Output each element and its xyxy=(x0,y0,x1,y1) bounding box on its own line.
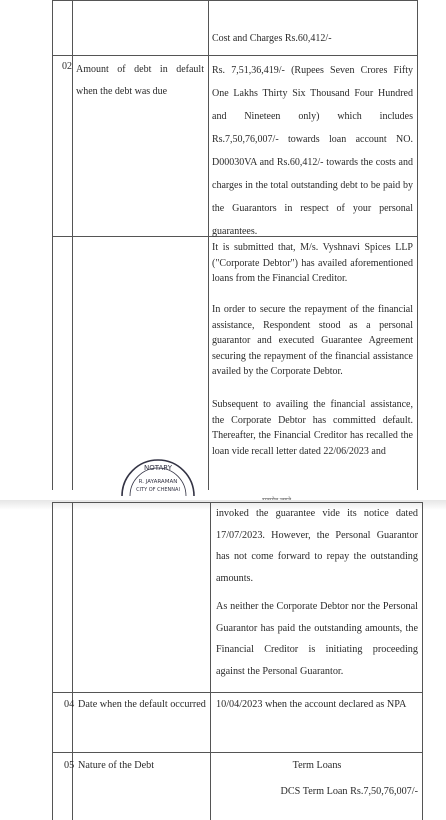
row-05-label: Nature of the Debt xyxy=(78,760,155,771)
notary-stamp xyxy=(118,456,198,496)
stamp-city-text: CITY OF CHENNAI xyxy=(136,487,180,493)
table-border xyxy=(422,502,423,820)
stamp-name-text: R. JAYARAMAN xyxy=(138,479,178,485)
row-05-heading: Term Loans xyxy=(292,760,342,771)
row-04-number: 04 xyxy=(64,699,75,710)
table-border xyxy=(52,752,423,753)
table-border xyxy=(52,502,53,820)
row-02-number: 02 xyxy=(62,61,72,72)
table-border xyxy=(52,0,418,1)
cost-charges-text: Cost and Charges Rs.60,412/- xyxy=(212,33,332,44)
continued-paragraph-1: invoked the guarantee vide its notice dated 17/07/2023. However, the Personal Guarantor has not come forward to repay the outstanding amounts. xyxy=(216,508,418,584)
row-02-details: Rs. 7,51,36,419/- (Rupees Seven Crores Fifty One Lakhs Thirty Six Thousand Four Hundred and Nineteen only) which includes Rs.7,50,76,007/- towards loan account NO. D00030VA and Rs.60,412/- towards the costs and charges in the total outstanding debt to be paid by the Guarantors in respect of your personal guarantees. xyxy=(212,65,413,237)
table-border xyxy=(210,502,211,820)
row-03-paragraph-2: In order to secure the repayment of the financial assistance, Respondent stood as a personal guarantor and executed Guarantee Agreement securing the repayment of the financial assistance availed by the Corporate Debtor. xyxy=(212,304,413,377)
table-border xyxy=(208,0,209,490)
row-03-paragraph-1: It is submitted that, M/s. Vyshnavi Spices LLP ("Corporate Debtor") has availed aforementioned loans from the Financial Creditor. xyxy=(212,242,413,284)
continued-paragraph-2: As neither the Corporate Debtor nor the Personal Guarantor has paid the outstanding amounts, the Financial Creditor is initiating proceeding against the Personal Guarantor. xyxy=(216,601,418,677)
row-05-details: DCS Term Loan Rs.7,50,76,007/- xyxy=(280,786,418,797)
row-04-label: Date when the default occurred xyxy=(78,699,206,710)
row-05-number: 05 xyxy=(64,760,75,771)
row-03-paragraph-3: Subsequent to availing the financial assistance, the Corporate Debtor has committed default. Thereafter, the Financial Creditor has recalled the loan vide recall letter dated 22/06/2023 and xyxy=(212,399,413,457)
stamp-top-text: NOTARY xyxy=(144,464,172,472)
row-02-label: Amount of debt in default when the debt was due xyxy=(76,64,204,97)
table-border xyxy=(52,692,423,693)
row-04-details: 10/04/2023 when the account declared as NPA xyxy=(216,699,407,710)
table-border xyxy=(52,55,418,56)
table-border xyxy=(52,0,53,490)
table-border xyxy=(417,0,418,490)
